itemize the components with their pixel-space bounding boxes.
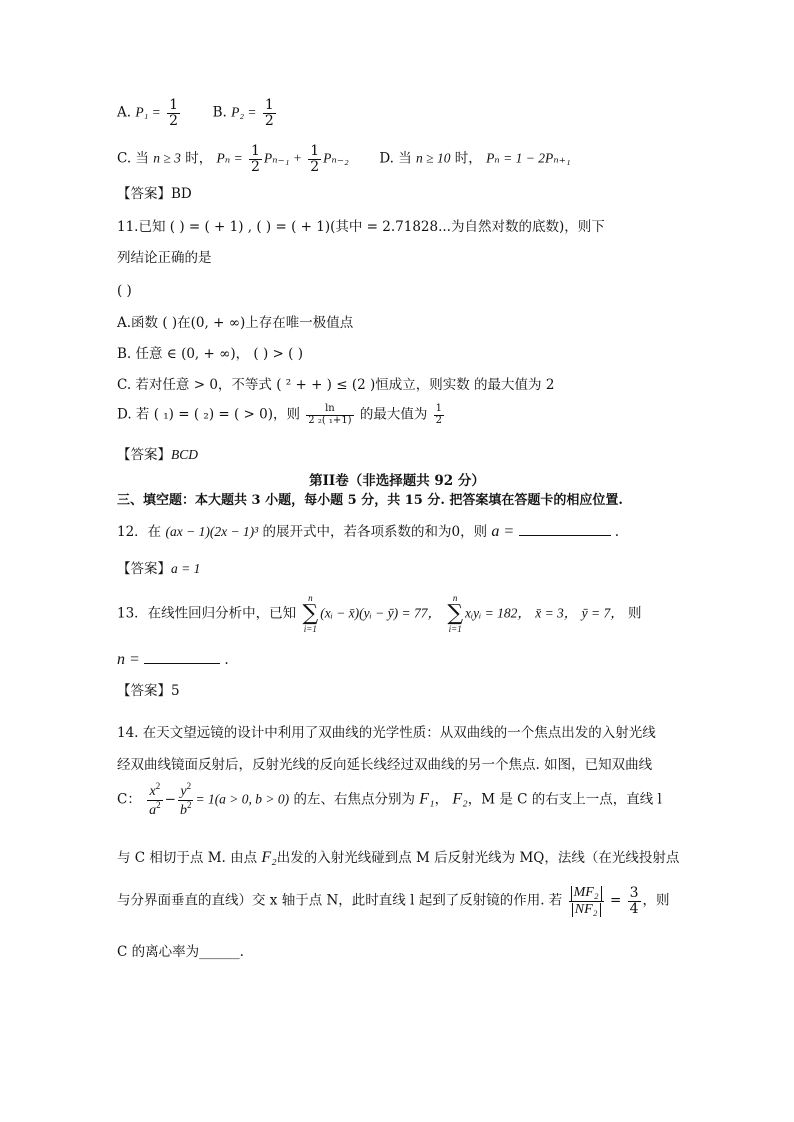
q13-var: n = — [117, 651, 140, 668]
q10-option-c-frac2: $\frac{1}{2}$ — [310, 143, 320, 175]
q13-answer: 【答案】5 — [117, 683, 180, 699]
q10-option-d-prefix: D. 当 — [379, 150, 412, 167]
q11-option-d-fraction: $\frac{\ln}{\text{2 ₂( ₁+1)}}$ — [308, 403, 352, 426]
q14-line4-f2: F₂ — [261, 849, 277, 866]
q12-stem: 12．在 (ax − 1)(2x − 1)³ 的展开式中，若各项系数的和为0，则 a = . — [117, 523, 620, 540]
q11-option-b: B. 任意 ∈ (0, + ∞)， ( ) > ( ) — [117, 346, 303, 362]
q14-ratio-value: $\frac{3}{4}$ — [629, 885, 639, 917]
q13-sum2-sigma: n ∑ i=1 — [447, 593, 464, 634]
q10-option-d-cond: n ≥ 10 — [416, 150, 451, 166]
q10-option-a-lhs: P₁ = — [135, 104, 161, 120]
q10-option-a-label: A. — [117, 104, 132, 121]
q10-answer: 【答案】BD — [117, 186, 192, 202]
q14-line6: C 的离心率为______. — [117, 944, 244, 960]
q11-option-c: C. 若对任意 > 0，不等式 ( ² + + ) ≤ (2 )恒成立，则实数 的最大值为 2 — [117, 377, 555, 393]
q14-condition: = 1(a > 0, b > 0) — [195, 791, 290, 807]
q10-option-b-lhs: P₂ = — [231, 104, 257, 120]
q10-option-c-term1: Pₙ₋₁ + — [263, 150, 302, 166]
section-instruction: 三、填空题：本大题共 3 小题，每小题 5 分，共 15 分. 把答案填在答题卡的相应位置. — [117, 493, 623, 508]
q14-y-fraction: $\frac{y^2}{b^2}$ — [179, 781, 192, 818]
q10-option-c-cond: n ≥ 3 — [153, 150, 181, 166]
q10-options-cd — [117, 144, 571, 174]
q14-line4: 与 C 相切于点 M. 由点 F₂出发的入射光线碰到点 M 后反射光线为 MQ，法线（在光线投射点 — [117, 849, 680, 866]
q10-option-b-label: B. — [212, 104, 227, 121]
q12-answer: 【答案】a = 1 — [117, 561, 201, 577]
q10-option-d-formula: Pₙ = 1 − 2Pₙ₊₁ — [486, 150, 571, 166]
q13-sum1-sigma: n ∑ i=1 — [302, 593, 319, 634]
q14-line1: 14. 在天文望远镜的设计中利用了双曲线的光学性质：从双曲线的一个焦点出发的入射光线 — [117, 725, 656, 741]
q14-line5: 与分界面垂直的直线）交 x 轴于点 N，此时直线 l 起到了反射镜的作用. 若 $\frac{\text{MF₂}}{\text{NF₂}}$ = $\frac{3}{4}$ ，则 — [117, 885, 670, 917]
q13-sum1-body: (xᵢ − x̄)(yᵢ − ȳ) = 77， — [320, 605, 442, 621]
q10-option-c-mid: 时， — [185, 150, 213, 167]
q10-options-ab — [117, 98, 278, 128]
q11-stem-line1: 11.已知 ( ) = ( + 1) , ( ) = ( + 1)(其中 = 2.71828...为自然对数的底数)，则下 — [117, 219, 605, 235]
q13-stem: 13．在线性回归分析中，已知 n ∑ i=1 (xᵢ − x̄)(yᵢ − ȳ) = 77， n ∑ i=1 xᵢyᵢ = 182， x̄ = 3， ȳ = 7， 则 — [117, 593, 642, 634]
q11-option-a: A.函数 ( )在(0, + ∞)上存在唯一极值点 — [117, 315, 354, 331]
q14-line2: 经双曲线镜面反射后，反射光线的反向延长线经过双曲线的另一个焦点. 如图，已知双曲线 — [117, 757, 653, 773]
q14-x-fraction: $\frac{x^2}{a^2}$ — [149, 781, 161, 818]
q13-sum2-body: xᵢyᵢ = 182， — [465, 605, 531, 621]
q11-answer: 【答案】BCD — [117, 447, 198, 463]
q13-blank-line: n = . — [117, 651, 229, 668]
q14-f2: F₂ — [452, 790, 468, 808]
q13-xbar: x̄ = 3， — [535, 605, 578, 621]
q10-option-c-term2: Pₙ₋₂ — [323, 150, 349, 166]
q10-option-a-fraction: $\frac{1}{2}$ — [169, 97, 178, 129]
q14-ratio-fraction: $\frac{\text{MF₂}}{\text{NF₂}}$ — [569, 885, 604, 917]
q14-line3: C： $\frac{x^2}{a^2}$ − $\frac{y^2}{b^2}$ = 1(a > 0, b > 0) 的左、右焦点分别为 F₁， F₂，M 是 C 的右支上一点，直线 l — [117, 781, 662, 818]
q12-answer-blank — [519, 535, 611, 536]
section-title: 第II卷（非选择题共 92 分） — [309, 473, 485, 489]
q11-option-d-post: 的最大值为 — [359, 406, 428, 423]
q10-option-c-frac1: $\frac{1}{2}$ — [251, 143, 260, 175]
q11-stem-line2: 列结论正确的是 — [117, 250, 212, 266]
q12-expression: (ax − 1)(2x − 1)³ — [165, 524, 259, 539]
q13-answer-blank — [144, 663, 220, 664]
q10-option-b-fraction: $\frac{1}{2}$ — [264, 97, 274, 129]
q13-ybar: ȳ = 7， — [581, 605, 624, 621]
q11-option-d — [117, 404, 446, 426]
q11-option-d-value: $\frac{1}{2}$ — [435, 403, 443, 426]
q11-option-d-pre: D. 若 ( ₁) = ( ₂) = ( > 0)，则 — [117, 406, 300, 423]
q10-option-d-mid: 时， — [454, 150, 482, 167]
q10-option-c-lhs: Pₙ = — [216, 150, 243, 166]
q14-f1: F₁ — [419, 790, 435, 808]
q11-paren: ( ) — [117, 283, 132, 299]
q12-var: a = — [491, 523, 515, 540]
q10-option-c-prefix: C. 当 — [117, 150, 149, 167]
